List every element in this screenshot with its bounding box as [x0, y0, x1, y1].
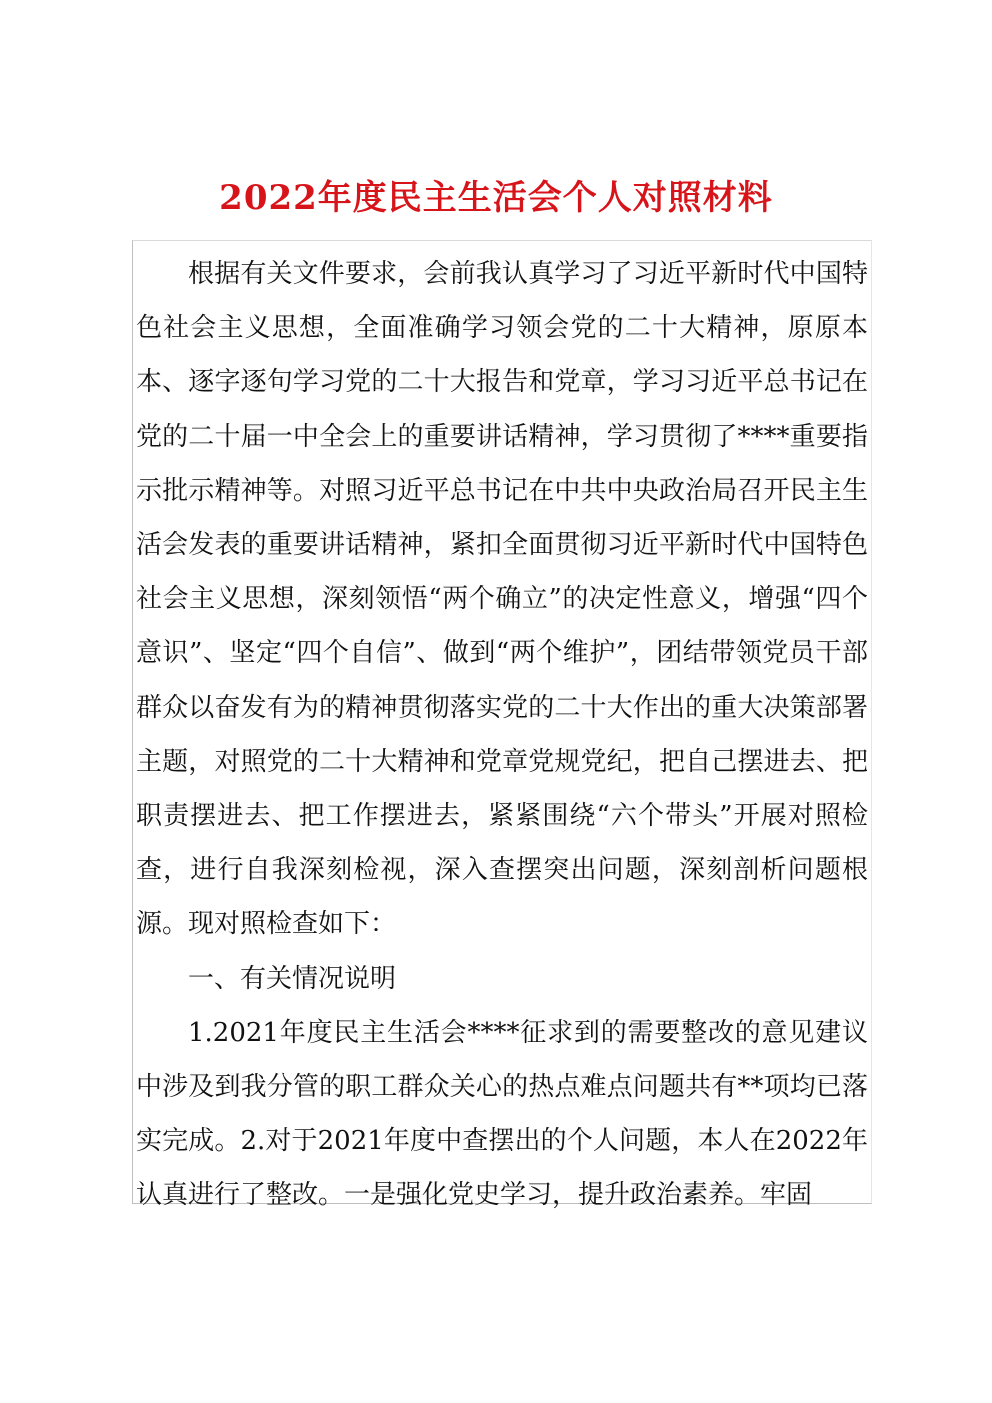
- document-body: [136, 247, 868, 1223]
- section-paragraph: 1.2021年度民主生活会****征求到的需要整改的意见建议中涉及到我分管的职工群众关心的热点难点问题共有**项均已落实完成。2.对于2021年度中查摆出的个人问题，本人在2022年认真进行了整改。一是强化党史学习，提升政治素养。牢固: [136, 1017, 868, 1211]
- section-heading: 一、有关情况说明: [188, 963, 397, 994]
- intro-paragraph: 根据有关文件要求，会前我认真学习了习近平新时代中国特色社会主义思想，全面准确学习领会党的二十大精神，原原本本、逐字逐句学习党的二十大报告和党章，学习习近平总书记在党的二十届一中全会上的重要讲话精神，学习贯彻了****重要指示批示精神等。对照习近平总书记在中共中央政治局召开民主生活会发表的重要讲话精神，紧扣全面贯彻习近平新时代中国特色社会主义思想，深刻领悟“两个确立”的决定性意义，增强“四个意识”、坚定“四个自信”、做到“两个维护”，团结带领党员干部群众以奋发有为的精神贯彻落实党的二十大作出的重大决策部署主题，对照党的二十大精神和党章党规党纪，把自己摆进去、把职责摆进去、把工作摆进去，紧紧围绕“六个带头”开展对照检查，进行自我深刻检视，深入查摆突出问题，深刻剖析问题根源。现对照检查如下：: [136, 259, 868, 940]
- document-title: 2022年度民主生活会个人对照材料: [219, 178, 773, 218]
